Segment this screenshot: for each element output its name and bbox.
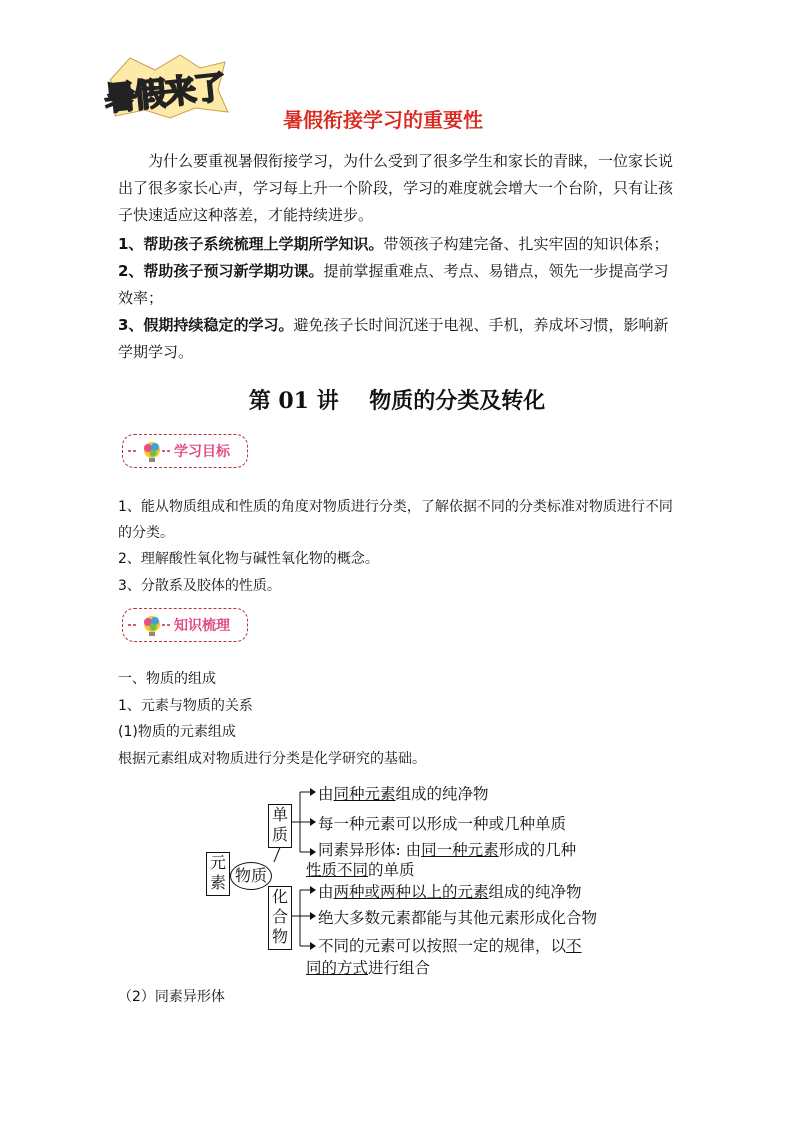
compound-item-3-cont: 同的方式进行组合 — [306, 959, 431, 977]
goal-3: 3、分散系及胶体的性质。 — [118, 578, 281, 594]
point-head: 3、假期持续稳定的学习。 — [118, 316, 294, 334]
compound-item-3: 不同的元素可以按照一定的规律，以不 — [318, 937, 582, 955]
simple-item-3: 同素异形体: 由同一种元素形成的几种 — [318, 841, 577, 859]
branch-simple-substance: 单质 — [268, 804, 292, 848]
badge-label: 学习目标 — [174, 444, 230, 460]
compound-item-1: 由两种或两种以上的元素组成的纯净物 — [318, 883, 582, 901]
goals-badge — [118, 432, 250, 472]
element-matter-diagram — [200, 778, 600, 978]
promo-intro: 为什么要重视暑假衔接学习，为什么受到了很多学生和家长的青睐，一位家长说出了很多家长心声，学习每上升一个阶段，学习的难度就会增大一个台阶，只有让孩子快速适应这种落差，才能持续进步。 — [118, 152, 674, 224]
point-head: 2、帮助孩子预习新学期功课。 — [118, 262, 324, 280]
point-head: 1、帮助孩子系统梳理上学期所学知识。 — [118, 235, 384, 253]
promo-title: 暑假衔接学习的重要性 — [283, 108, 483, 132]
badge-label: 知识梳理 — [174, 618, 230, 634]
description: 根据元素组成对物质进行分类是化学研究的基础。 — [118, 751, 426, 767]
simple-item-2: 每一种元素可以形成一种或几种单质 — [318, 815, 567, 833]
point-body: 带领孩子构建完备、扎实牢固的知识体系； — [383, 235, 669, 253]
mid-node: 物质 — [230, 862, 272, 890]
logo-text: 暑假来了 — [102, 67, 226, 119]
knowledge-badge — [118, 606, 250, 646]
goal-1: 1、能从物质组成和性质的角度对物质进行分类，了解依据不同的分类标准对物质进行不同的分类。 — [118, 499, 673, 541]
lecture-title: 第 01 讲 物质的分类及转化 — [248, 388, 546, 414]
goal-2: 2、理解酸性氧化物与碱性氧化物的概念。 — [118, 551, 379, 567]
lightbulb-icon — [128, 438, 172, 464]
subsection-heading: 1、元素与物质的关系 — [118, 698, 253, 714]
promo-point-3 — [118, 312, 678, 366]
root-node: 元素 — [206, 852, 230, 896]
branch-compound: 化合物 — [268, 886, 292, 950]
summer-logo — [100, 50, 230, 120]
section-heading: 一、物质的组成 — [118, 671, 216, 687]
subsubsection-heading: (1)物质的元素组成 — [118, 724, 236, 740]
point-body: 避免孩子长时间沉迷于电视、手机，养成坏习惯，影响新学期学习。 — [118, 316, 669, 361]
simple-item-3-cont: 性质不同的单质 — [306, 861, 415, 879]
promo-point-2 — [118, 258, 678, 312]
simple-item-1: 由同种元素组成的纯净物 — [318, 785, 489, 803]
subsection-allotropes: （2）同素异形体 — [118, 989, 225, 1005]
lightbulb-icon — [128, 612, 172, 638]
promo-point-1 — [118, 231, 678, 258]
compound-item-2: 绝大多数元素都能与其他元素形成化合物 — [318, 909, 598, 927]
point-body: 提前掌握重难点、考点、易错点，领先一步提高学习效率； — [118, 262, 669, 307]
